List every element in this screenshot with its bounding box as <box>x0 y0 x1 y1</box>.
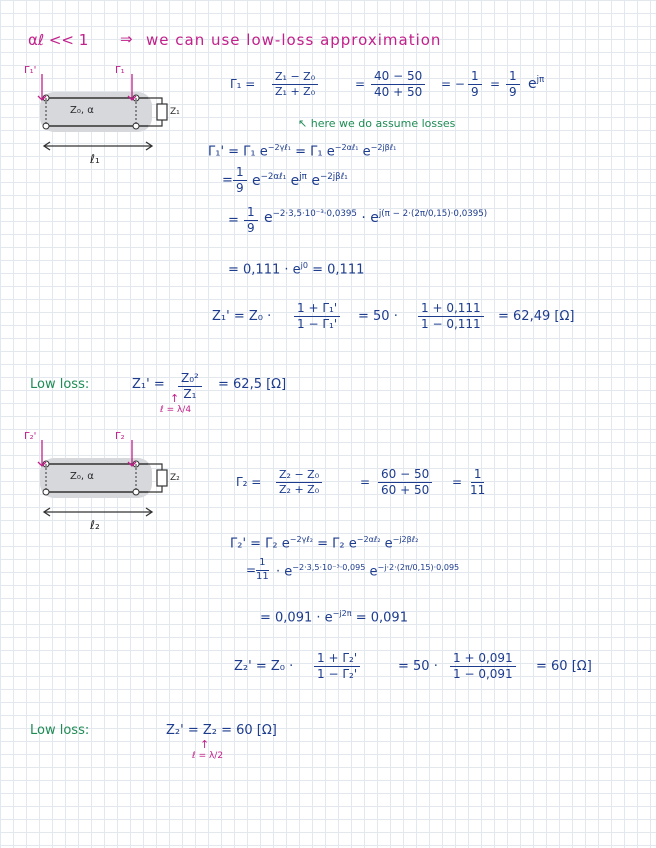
z1p-mid: = 50 · <box>358 309 398 324</box>
gamma1p-line1-sup3: −2jβℓ₁ <box>370 143 397 152</box>
z1p-lhs: Z₁' = Z₀ · <box>212 309 272 324</box>
lowloss2-label: Low loss: <box>30 723 90 738</box>
gamma-load-label-1: Γ₁ <box>115 65 125 76</box>
lowloss1-lhs: Z₁' = <box>132 377 165 392</box>
gamma1-formula-num: Z₁ − Z₀ <box>272 71 318 85</box>
lowloss1-frac <box>178 372 202 400</box>
gamma2p-line2-den: 11 <box>256 570 269 582</box>
gamma1-exp-base: e <box>528 76 537 93</box>
gamma1p-line1-sup1: −2γℓ₁ <box>267 143 291 152</box>
gamma2-numeric-den: 60 + 50 <box>381 482 430 497</box>
gamma2-formula <box>276 469 322 495</box>
gamma1-one-ninth <box>468 70 482 98</box>
gamma2p-line1-b: = Γ₂ e <box>312 536 357 552</box>
line-schematic-1 <box>20 60 200 180</box>
gamma1p-line2-sup2: jπ <box>299 172 307 182</box>
gamma1p-line4 <box>228 262 364 277</box>
gamma1p-line2-sup3: −2jβℓ₁ <box>319 172 348 182</box>
header-text: we can use low-loss approximation <box>146 31 442 49</box>
z2p-result: = 60 [Ω] <box>536 659 592 674</box>
gamma-in-label-2: Γ₂' <box>24 431 37 442</box>
gamma1p-line4-b: = 0,111 <box>308 262 365 278</box>
z1p-frac2-num: 1 + 0,111 <box>418 302 484 317</box>
lowloss1-label: Low loss: <box>30 377 90 392</box>
gamma2p-line3-sup: −j2π <box>332 609 352 618</box>
losses-note-text: here we do assume losses <box>310 117 456 130</box>
gamma1p-line2-frac <box>233 166 247 194</box>
gamma1-lhs: Γ₁ = <box>230 77 256 91</box>
gamma1-eq1: = <box>355 77 366 91</box>
z2p-mid: = 50 · <box>398 659 438 674</box>
gamma1p-line2-e3: e <box>306 173 320 190</box>
gamma1p-line1 <box>208 144 396 159</box>
gamma2-formula-num: Z₂ − Z₀ <box>276 469 322 483</box>
gamma1p-line3-dot: · e <box>356 210 379 227</box>
gamma1p-line2-e1: e <box>252 173 261 190</box>
length-label-2: ℓ₂ <box>90 518 100 532</box>
gamma2p-line1-sup1: −2γℓ₂ <box>289 535 313 544</box>
gamma1p-line3-exp <box>264 210 487 225</box>
gamma1p-line4-sup: j0 <box>300 261 308 270</box>
gamma1p-line3-sup2: j(π − 2·(2π/0,15)·0,0395) <box>378 209 488 219</box>
z1p-frac1 <box>294 302 340 330</box>
gamma1p-line2-sup1: −2αℓ₁ <box>260 172 287 182</box>
load-label-2: Z₂ <box>170 473 180 483</box>
gamma1-formula-den: Z₁ + Z₀ <box>275 84 316 98</box>
header-arrow: ⇒ <box>120 30 133 48</box>
gamma1-numeric-den: 40 + 50 <box>374 84 423 99</box>
z1p-result: = 62,49 [Ω] <box>498 309 575 324</box>
gamma2-formula-den: Z₂ + Z₀ <box>279 482 320 496</box>
gamma2-eq2: = <box>452 475 463 489</box>
gamma1p-line3-den: 9 <box>247 220 255 235</box>
gamma2p-line2-frac <box>256 558 269 582</box>
gamma2p-line2-exp <box>276 564 459 579</box>
gamma1p-line1-sup2: −2αℓ₁ <box>334 143 359 152</box>
gamma2p-line2-e2: e <box>365 564 378 580</box>
gamma2p-line2-e1: · e <box>276 564 293 580</box>
gamma2p-line3 <box>260 610 408 625</box>
load-label-1: Z₁ <box>170 107 180 117</box>
z2p-lhs: Z₂' = Z₀ · <box>234 659 294 674</box>
gamma1p-line3-frac <box>244 206 258 234</box>
gamma1-numeric-num: 40 − 50 <box>371 70 425 85</box>
length-label-1: ℓ₁ <box>90 152 100 166</box>
lowloss2-arrow-icon: ↑ <box>200 738 210 751</box>
gamma1-eq3: = <box>490 77 501 91</box>
gamma1p-line3-num: 1 <box>244 206 258 221</box>
gamma-in-label-1: Γ₁' <box>24 65 37 76</box>
gamma2-eq1: = <box>360 475 371 489</box>
z2p-frac1-den: 1 − Γ₂' <box>317 666 358 681</box>
gamma2p-line2-num: 1 <box>256 558 268 571</box>
lowloss1-cond: ℓ = λ/4 <box>160 405 192 415</box>
gamma1-numeric <box>371 70 425 98</box>
gamma1-one-ninth-2 <box>506 70 520 98</box>
z1p-frac2 <box>418 302 484 330</box>
z2p-frac1-num: 1 + Γ₂' <box>314 652 360 667</box>
z2p-frac2 <box>450 652 516 680</box>
gamma2-numeric-num: 60 − 50 <box>378 468 432 483</box>
gamma2p-line2-sup2: −j·2·(2π/0,15)·0,095 <box>377 563 460 572</box>
gamma2p-line3-a: = 0,091 · e <box>260 610 333 626</box>
lowloss1-result: = 62,5 [Ω] <box>218 377 287 392</box>
z2p-frac2-num: 1 + 0,091 <box>450 652 516 667</box>
gamma2-lhs: Γ₂ = <box>236 475 262 489</box>
gamma1p-line2-num: 1 <box>233 166 247 181</box>
gamma1-one-ninth-2-num: 1 <box>506 70 520 85</box>
gamma2p-line1-sup2: −2αℓ₂ <box>356 535 381 544</box>
gamma2p-line1-sup3: −j2βℓ₂ <box>392 535 419 544</box>
gamma2p-line1 <box>230 536 418 551</box>
gamma1-one-ninth-den: 9 <box>471 84 479 99</box>
header-condition: αℓ << 1 <box>28 31 89 49</box>
gamma1-one-ninth-num: 1 <box>468 70 482 85</box>
lowloss1-num: Z₀² <box>178 372 202 387</box>
transmission-line-diagram-2 <box>20 426 200 546</box>
gamma1p-line1-b: = Γ₁ e <box>290 144 335 160</box>
gamma1p-line2-exp <box>252 173 348 188</box>
losses-note <box>298 118 455 129</box>
gamma2-one-eleventh-num: 1 <box>471 468 485 483</box>
gamma1p-line3-e1: e <box>264 210 273 227</box>
gamma1p-line3-sup1: −2·3,5·10⁻³·0,0395 <box>272 209 357 219</box>
z2p-frac1 <box>314 652 360 680</box>
gamma1-one-ninth-2-den: 9 <box>509 84 517 99</box>
gamma1p-line4-a: = 0,111 · e <box>228 262 301 278</box>
gamma2-one-eleventh-den: 11 <box>470 482 486 497</box>
gamma2p-line3-b: = 0,091 <box>351 610 408 626</box>
line-params-label-1: Z₀, α <box>70 105 94 116</box>
z2p-frac2-den: 1 − 0,091 <box>453 666 513 681</box>
gamma2p-line2-eq: = <box>246 563 257 577</box>
z1p-frac2-den: 1 − 0,111 <box>421 316 481 331</box>
gamma2-numeric <box>378 468 432 496</box>
gamma1p-line1-a: Γ₁' = Γ₁ e <box>208 144 268 160</box>
gamma1p-line2-den: 9 <box>236 180 244 195</box>
gamma1p-line2-eq: = <box>222 173 233 188</box>
gamma1-formula <box>272 71 318 97</box>
note-arrow-icon: ↖ <box>298 117 308 130</box>
gamma1-exp-sup: jπ <box>536 75 545 85</box>
lowloss1-arrow-icon: ↑ <box>170 392 180 405</box>
z1p-frac1-den: 1 − Γ₁' <box>297 316 338 331</box>
lowloss2-cond: ℓ = λ/2 <box>192 751 224 761</box>
gamma1-eq2: = − <box>441 77 465 91</box>
gamma2p-line1-c: e <box>380 536 393 552</box>
gamma2p-line2-sup1: −2·3,5·10⁻³·0,095 <box>292 563 366 572</box>
gamma1p-line1-c: e <box>358 144 371 160</box>
z1p-frac1-num: 1 + Γ₁' <box>294 302 340 317</box>
lowloss1-den: Z₁ <box>183 386 197 401</box>
gamma-load-label-2: Γ₂ <box>115 431 125 442</box>
gamma2p-line1-a: Γ₂' = Γ₂ e <box>230 536 290 552</box>
line-schematic-2 <box>20 426 200 546</box>
gamma1p-line2-e2: e <box>286 173 300 190</box>
line-params-label-2: Z₀, α <box>70 471 94 482</box>
transmission-line-diagram-1 <box>20 60 200 180</box>
gamma1-exponential <box>528 76 544 91</box>
gamma2-one-eleventh <box>470 468 485 496</box>
lowloss2-eq: Z₂' = Z₂ = 60 [Ω] <box>166 723 277 738</box>
gamma1p-line3-eq: = <box>228 213 239 228</box>
